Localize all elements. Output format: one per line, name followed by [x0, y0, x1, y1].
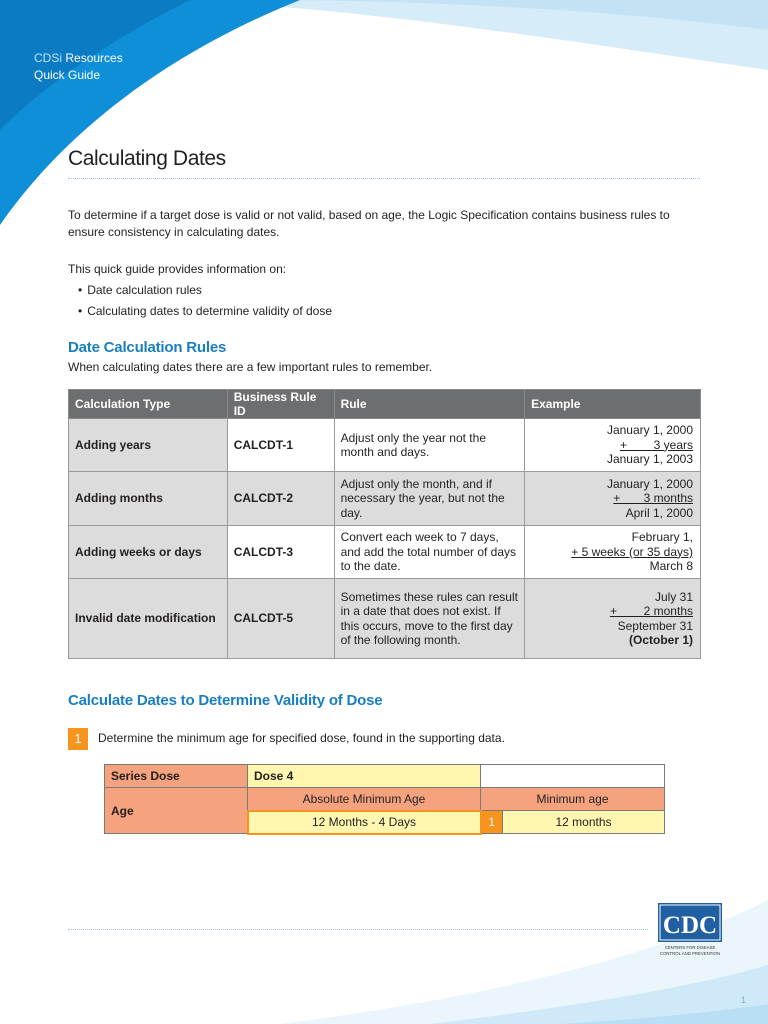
brand-resources: Resources	[62, 51, 123, 65]
topic-item: • Calculating dates to determine validity of dose	[78, 301, 332, 322]
min-age-value: 12 months	[503, 811, 665, 834]
table-row	[69, 579, 701, 659]
intro-paragraph: To determine if a target dose is valid or not valid, based on age, the Logic Specification contains business rules to ensure consistency in calculating dates.	[68, 208, 670, 239]
cdc-logo	[658, 903, 722, 958]
table-row	[69, 526, 701, 579]
rule-cell: Adjust only the year not the month and days.	[334, 419, 525, 472]
calc-type-cell: Invalid date modification	[69, 579, 228, 659]
column-header: Calculation Type	[69, 390, 228, 419]
example-cell	[525, 419, 701, 472]
section-heading-validity: Calculate Dates to Determine Validity of Dose	[68, 692, 383, 709]
topic-item: • Date calculation rules	[78, 280, 332, 301]
page-number: 1	[741, 995, 747, 1005]
calc-type-cell: Adding years	[69, 419, 228, 472]
age-header-row	[105, 788, 665, 811]
rule-id-cell: CALCDT-5	[227, 579, 334, 659]
rule-cell: Sometimes these rules can result in a date that does not exist. If this occurs, move to the first day of the following month.	[334, 579, 525, 659]
min-age-header: Minimum age	[481, 788, 665, 811]
example-operation: + 3 months	[613, 491, 693, 506]
column-header: Rule	[334, 390, 525, 419]
example-result: March 8	[649, 559, 693, 574]
example-start: January 1, 2000	[606, 423, 693, 438]
cdc-logo-subtitle-1: CENTERS FOR DISEASE	[664, 945, 716, 950]
rule-id-cell: CALCDT-2	[227, 472, 334, 526]
section-heading-date-rules: Date Calculation Rules	[68, 339, 227, 356]
example-start: July 31	[654, 589, 693, 604]
example-operation: + 5 weeks (or 35 days)	[571, 544, 693, 559]
example-cell	[525, 526, 701, 579]
header-brand	[34, 50, 123, 84]
step-marker-badge: 1	[481, 811, 503, 834]
example-operation: + 3 years	[619, 437, 693, 452]
quick-guide-intro: This quick guide provides information on:	[68, 262, 287, 276]
series-dose-row	[105, 765, 665, 788]
example-result: September 31	[617, 618, 693, 633]
table-header-row	[69, 390, 701, 419]
rule-cell: Adjust only the month, and if necessary the year, but not the day.	[334, 472, 525, 526]
example-start: January 1, 2000	[606, 476, 693, 491]
rule-id-cell: CALCDT-3	[227, 526, 334, 579]
empty-cell	[481, 765, 665, 788]
step-instruction: Determine the minimum age for specified dose, found in the supporting data.	[98, 731, 505, 745]
example-start: February 1,	[631, 530, 693, 545]
example-operation: + 2 months	[609, 604, 693, 618]
rule-cell: Convert each week to 7 days, and add the total number of days to the date.	[334, 526, 525, 579]
abs-min-age-value: 12 Months - 4 Days	[248, 811, 481, 834]
calc-type-cell: Adding weeks or days	[69, 526, 228, 579]
column-header: Business Rule ID	[227, 390, 334, 419]
title-divider	[68, 178, 700, 179]
cdc-logo-subtitle-2: CONTROL AND PREVENTION	[659, 951, 721, 956]
example-corrected: (October 1)	[628, 633, 693, 647]
brand-quick-guide: Quick Guide	[34, 68, 101, 82]
example-result: April 1, 2000	[625, 505, 693, 520]
step-number-badge: 1	[68, 728, 88, 750]
series-dose-label: Series Dose	[105, 765, 248, 788]
cdc-logo-text: CDC	[662, 912, 718, 939]
table-row	[69, 472, 701, 526]
date-rules-table	[68, 389, 701, 659]
topic-list	[78, 280, 332, 322]
footer-divider	[68, 929, 648, 930]
page-title: Calculating Dates	[68, 147, 226, 170]
brand-cdsi: CDSi	[34, 51, 63, 65]
dose-age-table	[104, 764, 665, 835]
age-label: Age	[105, 788, 248, 834]
calc-type-cell: Adding months	[69, 472, 228, 526]
rule-id-cell: CALCDT-1	[227, 419, 334, 472]
date-rules-subtitle: When calculating dates there are a few important rules to remember.	[68, 360, 433, 374]
example-cell	[525, 472, 701, 526]
example-cell	[525, 579, 701, 659]
example-result: January 1, 2003	[606, 452, 693, 467]
abs-min-age-header: Absolute Minimum Age	[248, 788, 481, 811]
series-dose-value: Dose 4	[248, 765, 481, 788]
column-header: Example	[525, 390, 701, 419]
table-row	[69, 419, 701, 472]
